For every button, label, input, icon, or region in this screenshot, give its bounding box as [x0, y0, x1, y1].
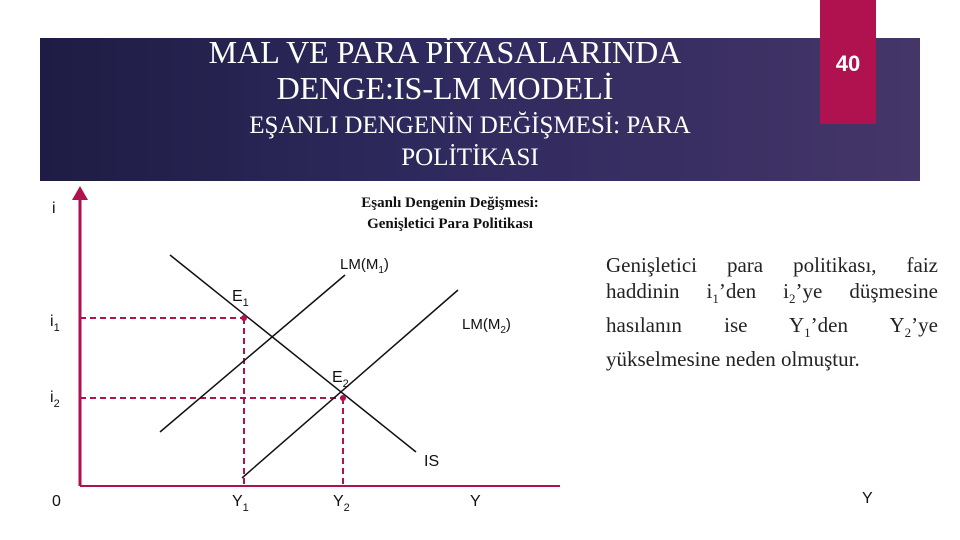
tick-i1: $i_1$	[50, 313, 60, 334]
is-curve	[170, 255, 416, 452]
slide-title	[130, 34, 760, 106]
diagram-caption-line2: Genişletici Para Politikası	[367, 216, 533, 232]
tick-y2: $Y_2$	[333, 493, 350, 514]
page-number: 40	[835, 51, 861, 76]
explanation-text: Genişletici para politikası, faiz haddinin $i_1’den$ $i_2’ye$ düşmesine hasılanın ise $Y_1’den$ $Y_2’ye$ yükselmesine neden olmuştur.	[606, 253, 938, 372]
label-is: IS	[424, 453, 440, 470]
slide-subtitle	[170, 110, 770, 174]
x-axis-label: Y	[470, 493, 481, 510]
label-lm2: $LM(M_2)$	[462, 316, 511, 336]
slide-title-line1: MAL VE PARA PİYASALARINDA	[208, 34, 682, 70]
origin-label: 0	[52, 493, 61, 510]
page-number-badge	[820, 0, 876, 124]
label-e2: $E_2$	[332, 369, 349, 390]
y-axis-label: i	[52, 200, 56, 217]
slide-subtitle-line1: EŞANLI DENGENİN DEĞİŞMESİ: PARA	[249, 112, 691, 139]
label-e1: $E_1$	[232, 288, 249, 309]
lm2-curve	[242, 290, 458, 478]
diagram-caption-line1: Eşanlı Dengenin Değişmesi:	[361, 195, 539, 211]
tick-i2: $i_2$	[50, 389, 60, 410]
slide-subtitle-line2: POLİTİKASI	[401, 144, 539, 171]
slide-title-line2: DENGE:IS-LM MODELİ	[276, 70, 614, 106]
is-lm-diagram	[0, 180, 600, 540]
lm1-curve	[160, 275, 345, 432]
y-end-label: Y	[862, 490, 873, 507]
tick-y1: $Y_1$	[232, 493, 249, 514]
point-e1	[241, 315, 247, 321]
point-e2	[340, 395, 346, 401]
label-lm1: $LM(M_1)$	[340, 256, 389, 276]
y-axis-arrow	[72, 186, 88, 200]
